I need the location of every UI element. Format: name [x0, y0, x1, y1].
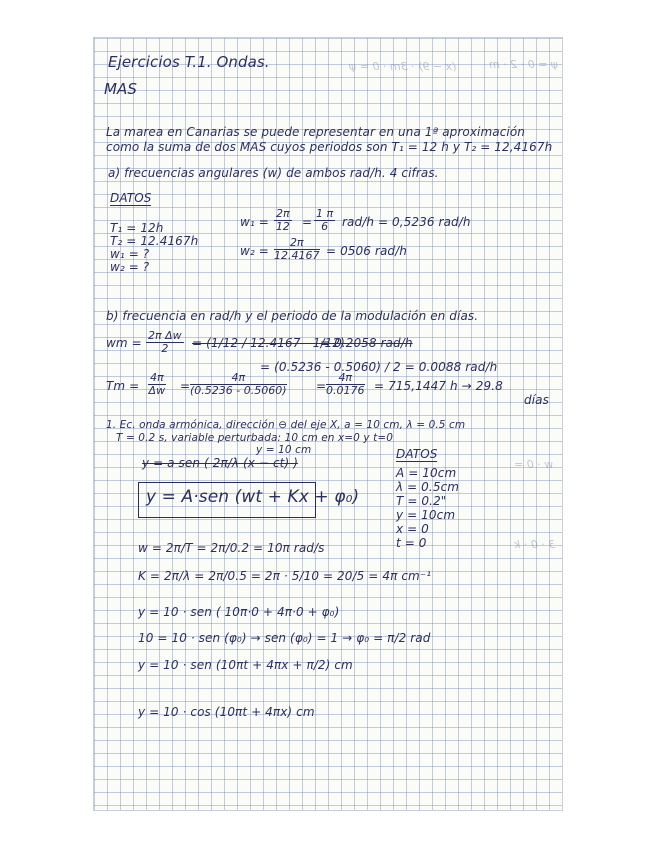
- tm-fraction-2: [190, 372, 287, 397]
- tm-denominator-1: Δw: [148, 384, 166, 397]
- bleed-through-text: (x − 9) · 3m · 0 = ψ: [349, 60, 457, 73]
- part-a-datos-title: DATOS: [110, 191, 152, 205]
- bleed-through-text: ψ = 0 · 2 · m: [489, 58, 559, 71]
- w2-numerator: 2π: [274, 237, 320, 250]
- w1-denominator: 12: [275, 220, 290, 233]
- wm-fraction: [146, 330, 184, 355]
- w1-denominator-simplified: 6: [321, 220, 329, 233]
- tm-numerator-1: 4π: [150, 371, 164, 384]
- tm-denominator-2: (0.5236 - 0.5060): [190, 384, 287, 397]
- w2-fraction: [274, 237, 320, 262]
- page-subtitle: MAS: [104, 80, 138, 98]
- exercise-1-datos-title: DATOS: [396, 447, 438, 461]
- exercise-1-dato-4: y = 10cm: [396, 508, 456, 522]
- equation-1: y = 10 · sen ( 10π·0 + 4π·0 + φ₀): [138, 605, 340, 619]
- w2-denominator: 12.4167: [274, 249, 320, 262]
- statement-line-2: como la suma de dos MAS cuyos periodos son T₁ = 12 h y T₂ = 12,4167h: [106, 140, 553, 154]
- part-b-prompt: b) frecuencia en rad/h y el periodo de la modulación en días.: [106, 309, 479, 323]
- equation-4: y = 10 · cos (10πt + 4πx) cm: [138, 705, 315, 719]
- wm-line-2: = (0.5236 - 0.5060) / 2 = 0.0088 rad/h: [260, 360, 498, 374]
- bleed-through-text: w · 0 =: [514, 458, 554, 471]
- k-line: K = 2π/λ = 2π/0.5 = 2π · 5/10 = 20/5 = 4π cm⁻¹: [138, 569, 432, 583]
- w1-fraction-simplified: [314, 208, 335, 233]
- part-a-dato-1: T₁ = 12h: [110, 221, 164, 235]
- equation-2: 10 = 10 · sen (φ₀) → sen (φ₀) = 1 → φ₀ = π/2 rad: [138, 631, 431, 645]
- part-a-dato-3: w₁ = ?: [110, 247, 150, 261]
- bleed-through-text: 3 · 0 · k: [514, 538, 556, 551]
- tm-result: = 715,1447 h → 29.8: [374, 379, 503, 393]
- exercise-1-dato-2: λ = 0.5cm: [396, 480, 460, 494]
- exercise-1-dato-5: x = 0: [396, 522, 429, 536]
- part-a-dato-2: T₂ = 12.4167h: [110, 234, 199, 248]
- w2-label: w₂ =: [240, 244, 269, 258]
- part-a-dato-4: w₂ = ?: [110, 260, 150, 274]
- exercise-1-dato-3: T = 0.2": [396, 494, 447, 508]
- page-title: Ejercicios T.1. Ondas.: [108, 53, 270, 71]
- tm-equals-1: =: [180, 379, 191, 393]
- crossed-note: y = 10 cm: [256, 444, 312, 456]
- omega-line: w = 2π/T = 2π/0.2 = 10π rad/s: [138, 541, 325, 555]
- exercise-1-dato-6: t = 0: [396, 536, 427, 550]
- w1-numerator-simplified: 1 π: [316, 207, 334, 220]
- tm-numerator-3: 4π: [326, 372, 365, 385]
- tm-fraction-3: [326, 372, 365, 397]
- tm-numerator-2: 4π: [190, 372, 287, 385]
- w1-numerator: 2π: [276, 207, 290, 220]
- exercise-1-line-2: T = 0.2 s, variable perturbada: 10 cm en x=0 y t=0: [116, 432, 394, 444]
- tm-label: Tm =: [106, 379, 140, 393]
- tm-fraction-1: [148, 372, 166, 397]
- statement-line-1: La marea en Canarias se puede representar en una 1ª aproximación: [106, 125, 526, 139]
- w1-fraction: [274, 208, 292, 233]
- w1-equals: =: [302, 215, 313, 229]
- wm-label: wm =: [106, 336, 142, 350]
- w1-result: rad/h = 0,5236 rad/h: [342, 215, 471, 229]
- boxed-formula: y = A·sen (wt + Kx + φ₀): [146, 487, 360, 507]
- wm-numerator: 2π Δw: [148, 329, 182, 342]
- wm-crossed-out-result: = 0.2058 rad/h: [320, 336, 413, 350]
- exercise-1-line-1: 1. Ec. onda armónica, dirección ⊖ del eje X, a = 10 cm, λ = 0.5 cm: [106, 419, 466, 431]
- w1-label: w₁ =: [240, 215, 269, 229]
- tm-equals-2: =: [316, 379, 327, 393]
- graph-paper-sheet: [94, 38, 562, 810]
- tm-unit: días: [524, 393, 549, 407]
- w2-result: = 0506 rad/h: [326, 244, 407, 258]
- wm-denominator: 2: [161, 342, 169, 355]
- tm-denominator-3: 0.0176: [326, 384, 365, 397]
- part-a-prompt: a) frecuencias angulares (w) de ambos rad/h. 4 cifras.: [108, 166, 439, 180]
- equation-3: y = 10 · sen (10πt + 4πx + π/2) cm: [138, 658, 353, 672]
- exercise-1-dato-1: A = 10cm: [396, 466, 457, 480]
- wm-crossed-out: = (1/12 / 12.4167 - 1/12): [192, 336, 345, 350]
- crossed-out-formula: y = a sen ( 2π/λ (x − ct) ): [142, 456, 298, 470]
